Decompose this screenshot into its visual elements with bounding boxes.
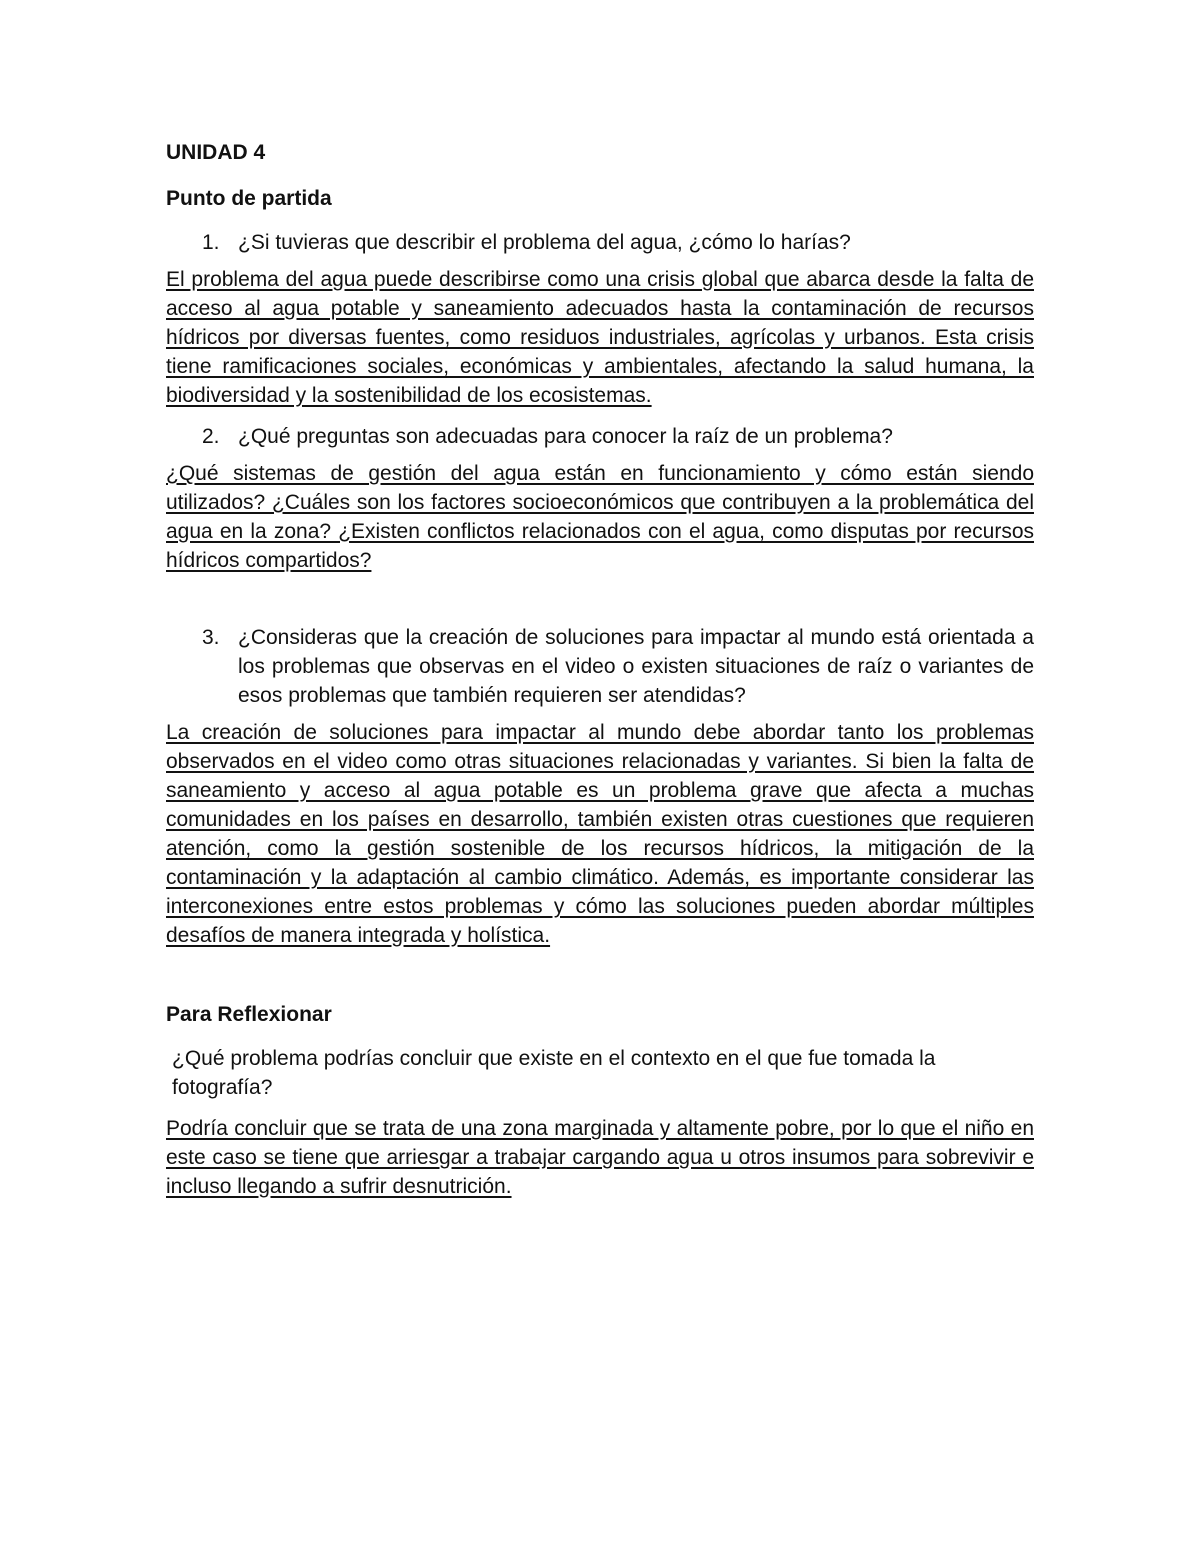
question-3	[166, 623, 1034, 710]
question-number: 1.	[202, 231, 220, 254]
document-page	[166, 138, 1034, 1213]
section-title-para-reflexionar: Para Reflexionar	[166, 1003, 332, 1026]
question-text: ¿Si tuvieras que describir el problema del agua, ¿cómo lo harías?	[238, 231, 851, 254]
question-number: 2.	[202, 425, 220, 448]
answer-1: El problema del agua puede describirse como una crisis global que abarca desde la falta de acceso al agua potable y saneamiento adecuados hasta la contaminación de recursos hídricos por diversas fuentes, como residuos industriales, agrícolas y urbanos. Esta crisis tiene ramificaciones sociales, económicas y ambientales, afectando la salud humana, la biodiversidad y la sostenibilidad de los ecosistemas.	[166, 268, 1034, 407]
question-1	[166, 228, 1034, 257]
unit-title: UNIDAD 4	[166, 141, 266, 164]
question-2	[166, 422, 1034, 451]
answer-3: La creación de soluciones para impactar al mundo debe abordar tanto los problemas observados en el video como otras situaciones relacionadas y variantes. Si bien la falta de saneamiento y acceso al agua potable es un problema grave que afecta a muchas comunidades en los países en desarrollo, también existen otras cuestiones que requieren atención, como la gestión sostenible de los recursos hídricos, la mitigación de la contaminación y la adaptación al cambio climático. Además, es importante considerar las interconexiones entre estos problemas y cómo las soluciones pueden abordar múltiples desafíos de manera integrada y holística.	[166, 721, 1034, 947]
reflect-question: ¿Qué problema podrías concluir que existe en el contexto en el que fue tomada la fotografía?	[172, 1047, 936, 1099]
question-text: ¿Qué preguntas son adecuadas para conocer la raíz de un problema?	[238, 425, 893, 448]
question-number: 3.	[202, 626, 220, 649]
section-title-punto-de-partida: Punto de partida	[166, 187, 332, 210]
answer-2: ¿Qué sistemas de gestión del agua están en funcionamiento y cómo están siendo utilizados? ¿Cuáles son los factores socioeconómicos que contribuyen a la problemática del agua en la zona? ¿Existen conflictos relacionados con el agua, como disputas por recursos hídricos compartidos?	[166, 462, 1034, 572]
question-text: ¿Consideras que la creación de soluciones para impactar al mundo está orientada a los problemas que observas en el video o existen situaciones de raíz o variantes de esos problemas que también requieren ser atendidas?	[238, 626, 1034, 707]
reflect-answer: Podría concluir que se trata de una zona marginada y altamente pobre, por lo que el niño en este caso se tiene que arriesgar a trabajar cargando agua u otros insumos para sobrevivir e incluso llegando a sufrir desnutrición.	[166, 1117, 1034, 1198]
